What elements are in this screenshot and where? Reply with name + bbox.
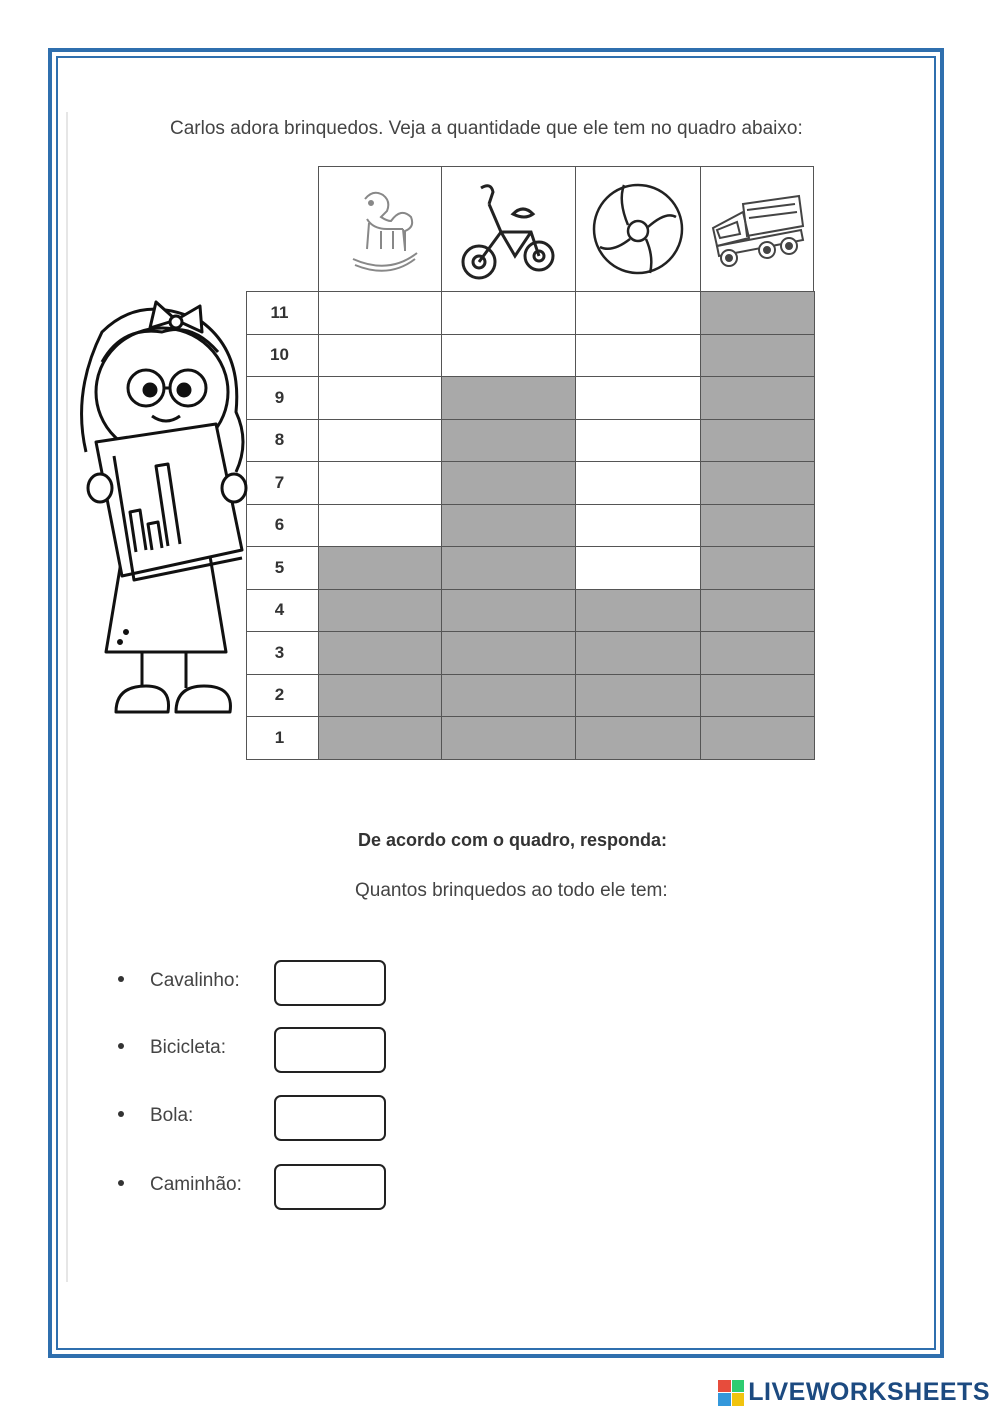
grid-cell-filled bbox=[576, 674, 701, 717]
answer-input-box[interactable] bbox=[274, 960, 386, 1006]
grid-cell-empty bbox=[576, 547, 701, 590]
grid-cell-filled bbox=[319, 589, 442, 632]
row-number: 7 bbox=[247, 462, 319, 505]
grid-cell-filled bbox=[442, 419, 576, 462]
grid-cell-filled bbox=[701, 717, 815, 760]
girl-holding-chart-illustration bbox=[66, 292, 256, 732]
grid-cell-empty bbox=[442, 292, 576, 335]
toy-header-cell bbox=[575, 166, 700, 292]
grid-cell-empty bbox=[319, 334, 442, 377]
grid-cell-empty bbox=[319, 462, 442, 505]
grid-row bbox=[247, 292, 815, 335]
answer-item bbox=[118, 1162, 418, 1212]
grid-cell-filled bbox=[701, 462, 815, 505]
grid-row bbox=[247, 462, 815, 505]
grid-cell-filled bbox=[701, 292, 815, 335]
answer-item bbox=[118, 1025, 418, 1075]
grid-row bbox=[247, 419, 815, 462]
question-title: De acordo com o quadro, responda: bbox=[358, 830, 668, 850]
row-number: 11 bbox=[247, 292, 319, 335]
grid-row bbox=[247, 589, 815, 632]
toy-header-cell bbox=[318, 166, 441, 292]
answer-label: Caminhão: bbox=[150, 1174, 242, 1195]
answer-input-box[interactable] bbox=[274, 1095, 386, 1141]
bullet bbox=[118, 1111, 124, 1117]
liveworksheets-logo-icon bbox=[718, 1380, 744, 1406]
grid-cell-filled bbox=[442, 632, 576, 675]
toy-header-cell bbox=[441, 166, 575, 292]
answer-label: Bola: bbox=[150, 1105, 194, 1126]
row-number: 9 bbox=[247, 377, 319, 420]
grid-cell-filled bbox=[319, 547, 442, 590]
grid-cell-filled bbox=[701, 334, 815, 377]
grid-cell-empty bbox=[576, 377, 701, 420]
row-number: 2 bbox=[247, 674, 319, 717]
grid-cell-filled bbox=[442, 589, 576, 632]
answer-item bbox=[118, 1093, 418, 1143]
brand-text: LIVEWORKSHEETS bbox=[748, 1378, 990, 1406]
grid-cell-filled bbox=[701, 589, 815, 632]
grid-cell-empty bbox=[319, 377, 442, 420]
grid-cell-empty bbox=[319, 419, 442, 462]
row-number: 10 bbox=[247, 334, 319, 377]
grid-cell-filled bbox=[442, 504, 576, 547]
grid-cell-filled bbox=[701, 504, 815, 547]
intro-text: Carlos adora brinquedos. Veja a quantidade que ele tem no quadro abaixo: bbox=[170, 118, 803, 139]
grid-cell-filled bbox=[319, 717, 442, 760]
grid-cell-empty bbox=[576, 462, 701, 505]
pictograph-grid bbox=[246, 291, 815, 760]
toy-icons-row bbox=[318, 166, 814, 292]
grid-row bbox=[247, 674, 815, 717]
grid-cell-filled bbox=[576, 632, 701, 675]
rocking-horse-icon bbox=[335, 179, 425, 279]
grid-cell-filled bbox=[442, 377, 576, 420]
grid-cell-filled bbox=[442, 717, 576, 760]
ball-icon bbox=[588, 179, 688, 279]
truck-icon bbox=[707, 184, 807, 274]
answer-label: Cavalinho: bbox=[150, 970, 240, 991]
grid-cell-filled bbox=[701, 419, 815, 462]
grid-cell-filled bbox=[319, 632, 442, 675]
bullet bbox=[118, 1043, 124, 1049]
question-subtitle: Quantos brinquedos ao todo ele tem: bbox=[355, 880, 668, 901]
row-number: 6 bbox=[247, 504, 319, 547]
liveworksheets-brand bbox=[718, 1378, 990, 1407]
answer-input-box[interactable] bbox=[274, 1164, 386, 1210]
answer-item bbox=[118, 958, 418, 1008]
grid-row bbox=[247, 334, 815, 377]
grid-cell-filled bbox=[442, 674, 576, 717]
grid-row bbox=[247, 717, 815, 760]
row-number: 4 bbox=[247, 589, 319, 632]
grid-cell-empty bbox=[576, 419, 701, 462]
grid-row bbox=[247, 377, 815, 420]
grid-cell-filled bbox=[442, 462, 576, 505]
grid-cell-filled bbox=[701, 674, 815, 717]
row-number: 3 bbox=[247, 632, 319, 675]
grid-cell-empty bbox=[319, 504, 442, 547]
grid-cell-filled bbox=[319, 674, 442, 717]
grid-cell-empty bbox=[576, 504, 701, 547]
bullet bbox=[118, 976, 124, 982]
grid-row bbox=[247, 547, 815, 590]
grid-row bbox=[247, 632, 815, 675]
grid-cell-filled bbox=[576, 717, 701, 760]
row-number: 8 bbox=[247, 419, 319, 462]
row-number: 5 bbox=[247, 547, 319, 590]
row-number: 1 bbox=[247, 717, 319, 760]
toy-header-cell bbox=[700, 166, 814, 292]
answer-label: Bicicleta: bbox=[150, 1037, 227, 1058]
answer-input-box[interactable] bbox=[274, 1027, 386, 1073]
grid-cell-empty bbox=[576, 292, 701, 335]
bicycle-icon bbox=[459, 174, 559, 284]
grid-cell-filled bbox=[701, 547, 815, 590]
grid-cell-empty bbox=[319, 292, 442, 335]
grid-cell-empty bbox=[442, 334, 576, 377]
grid-row bbox=[247, 504, 815, 547]
grid-cell-empty bbox=[576, 334, 701, 377]
grid-cell-filled bbox=[701, 377, 815, 420]
bullet bbox=[118, 1180, 124, 1186]
grid-cell-filled bbox=[442, 547, 576, 590]
grid-cell-filled bbox=[701, 632, 815, 675]
grid-cell-filled bbox=[576, 589, 701, 632]
